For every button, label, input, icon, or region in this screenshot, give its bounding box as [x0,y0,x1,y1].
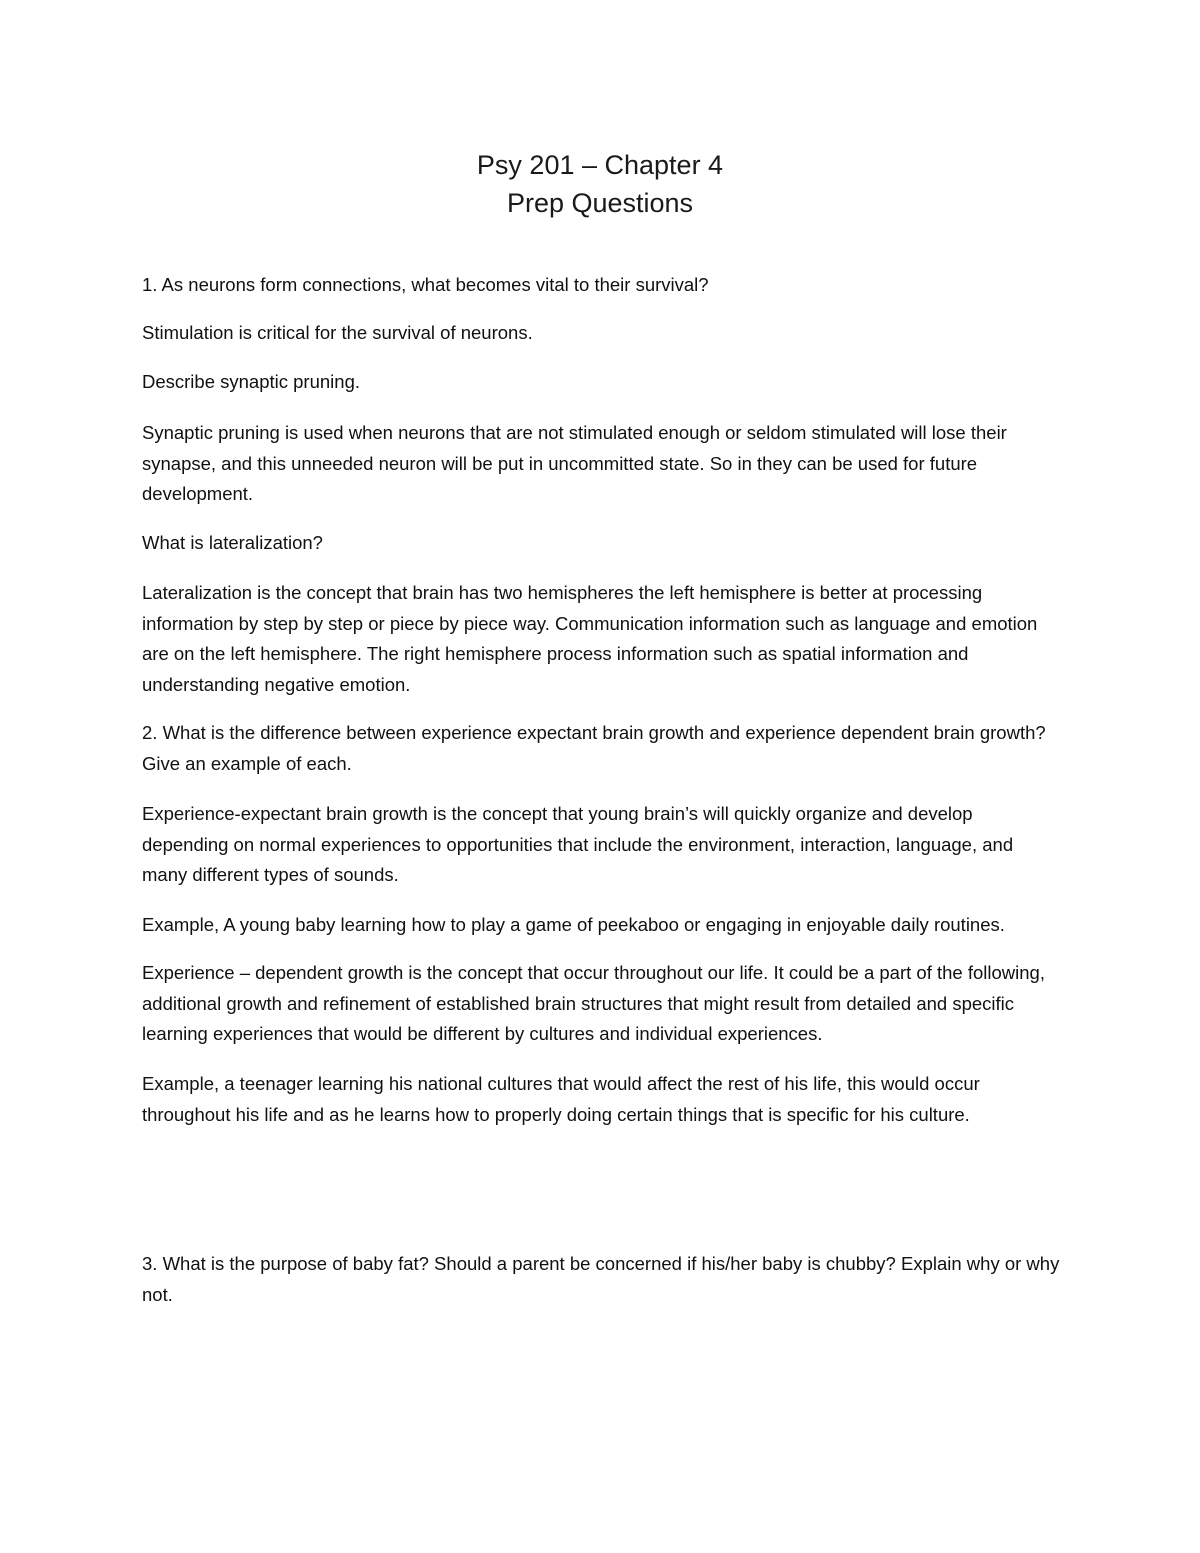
answer-2-example-expectant: Example, A young baby learning how to play a game of peekaboo or engaging in enjoyable daily routines. [142,914,1005,935]
question-3: 3. What is the purpose of baby fat? Should a parent be concerned if his/her baby is chubby? Explain why or why not. [142,1253,1060,1305]
answer-1-stimulation: Stimulation is critical for the survival of neurons. [142,322,533,343]
title-line-subtitle: Prep Questions [506,188,694,218]
answer-1-synaptic-pruning: Synaptic pruning is used when neurons that are not stimulated enough or seldom stimulated will lose their synapse, and this unneeded neuron will be put in uncommitted state. So in they can be used for future development. [142,422,1007,504]
document-title [0,146,1200,222]
question-1-lateralization: What is lateralization? [142,532,323,553]
question-2: 2. What is the difference between experience expectant brain growth and experience dependent brain growth? Give an example of each. [142,722,1046,774]
answer-2-experience-dependent: Experience – dependent growth is the concept that occur throughout our life. It could be a part of the following, additional growth and refinement of established brain structures that might result from detailed and specific learning experiences that would be different by cultures and individual experiences. [142,962,1045,1044]
title-line-course: Psy 201 – Chapter 4 [476,150,724,180]
answer-2-example-dependent: Example, a teenager learning his national cultures that would affect the rest of his life, this would occur throughout his life and as he learns how to properly doing certain things that is specific for his culture. [142,1073,980,1125]
question-1: 1. As neurons form connections, what becomes vital to their survival? [142,274,709,295]
question-1-synaptic-pruning: Describe synaptic pruning. [142,371,360,392]
answer-1-lateralization: Lateralization is the concept that brain has two hemispheres the left hemisphere is better at processing information by step by step or piece by piece way. Communication information such as language and emotion are on the left hemisphere. The right hemisphere process information such as spatial information and understanding negative emotion. [142,582,1038,695]
answer-2-experience-expectant: Experience-expectant brain growth is the concept that young brain’s will quickly organize and develop depending on normal experiences to opportunities that include the environment, interaction, language, and many different types of sounds. [142,803,1014,885]
